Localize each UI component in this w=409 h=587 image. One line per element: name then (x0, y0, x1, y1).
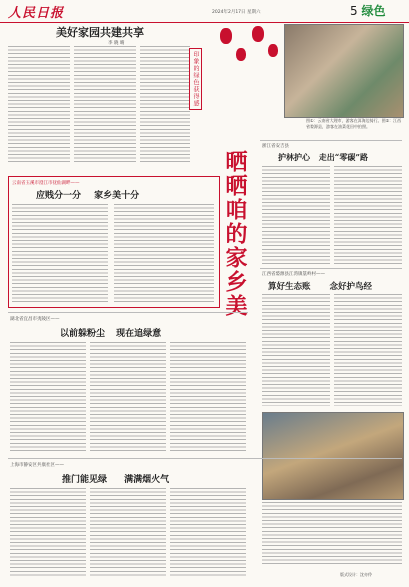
banner-headline: 美好家园共建共享 (56, 26, 144, 39)
article-bottom-left-kicker: 湖北省宜昌市夷陵区—— (10, 317, 60, 322)
banner-body-col1 (8, 46, 70, 164)
banner-body-col2 (74, 46, 136, 164)
article-box-kicker: 云南省玉溪市澄江市抚仙湖畔—— (12, 181, 80, 186)
article-mid-right-body-col2 (334, 294, 402, 406)
banner (8, 24, 238, 174)
article-mid-right-headline-2: 念好护鸟经 (329, 282, 372, 292)
article-box-body-col1 (12, 204, 108, 302)
article-bottom-left-headline-2: 现在追绿意 (116, 329, 162, 339)
article-bottom-right-body-col3 (170, 488, 246, 578)
article-mid-right-body-col1 (262, 294, 330, 406)
lantern-icon (220, 28, 232, 44)
newspaper-logo: 人民日报 (8, 6, 65, 21)
article-bottom-left-headline-1: 以前躲粉尘 (60, 329, 106, 339)
section-divider (260, 268, 402, 269)
article-bottom-right-body-col4 (262, 502, 402, 564)
article-bottom-left-headline (60, 326, 161, 339)
article-west-body-col1 (262, 166, 330, 264)
feature-photo-caption: 图①：云南省大理市，游客在洱海边骑行。图②：江西省婺源县，游客在油菜花田中拍照。 (306, 118, 402, 129)
banner-body-col3 (140, 46, 190, 164)
article-box-headline (36, 188, 139, 201)
article-bottom-right-headline (62, 472, 169, 485)
article-west-headline (278, 152, 368, 163)
article-mid-right-headline (268, 280, 372, 292)
article-box-body-col2 (114, 204, 214, 302)
article-bottom-right-kicker: 上海市静安区共康社区—— (10, 463, 64, 468)
article-west-kicker: 浙江省安吉县 (262, 144, 289, 149)
article-bottom-left-body-col1 (10, 342, 86, 452)
article-bottom-right-body-col1 (10, 488, 86, 578)
page-number (350, 2, 385, 19)
article-west-headline-2: 走出“零碳”路 (318, 152, 368, 162)
dateline: 2024年2月17日 星期六 (212, 10, 261, 15)
lantern-icon (236, 48, 246, 61)
feature-vertical-title: 晒晒咱的家乡美 (222, 150, 248, 318)
article-mid-right-headline-1: 算好生态账 (268, 282, 311, 292)
article-west-body-col2 (334, 166, 402, 264)
lantern-icon (268, 44, 278, 57)
page-section: 绿色 (361, 4, 386, 18)
section-divider (8, 458, 402, 459)
banner-byline: 李 晓 晴 (108, 41, 125, 46)
article-bottom-left-body-col2 (90, 342, 166, 452)
article-bottom-right-headline-2: 满满烟火气 (124, 475, 170, 485)
layout-credit: 版式设计：沈亦伶 (340, 572, 372, 577)
banner-stamp: 印象的绿色获得感 (189, 48, 202, 110)
article-mid-right-kicker: 江西省婺源县江湾镇篁岭村—— (262, 272, 325, 277)
lantern-icon (252, 26, 264, 42)
article-west-headline-1: 护林护心 (278, 152, 310, 162)
section-divider (260, 140, 402, 141)
page-number-value: 5 (350, 4, 358, 18)
feature-photo-bottom (262, 412, 404, 500)
section-divider (8, 312, 248, 313)
article-box-headline-1: 应贱分一分 (36, 191, 82, 201)
article-bottom-right-headline-1: 推门能见绿 (62, 475, 108, 485)
article-box-headline-2: 家乡美十分 (94, 191, 140, 201)
article-bottom-left-body-col3 (170, 342, 246, 452)
feature-photo-top (284, 24, 404, 118)
article-bottom-right-body-col2 (90, 488, 166, 578)
